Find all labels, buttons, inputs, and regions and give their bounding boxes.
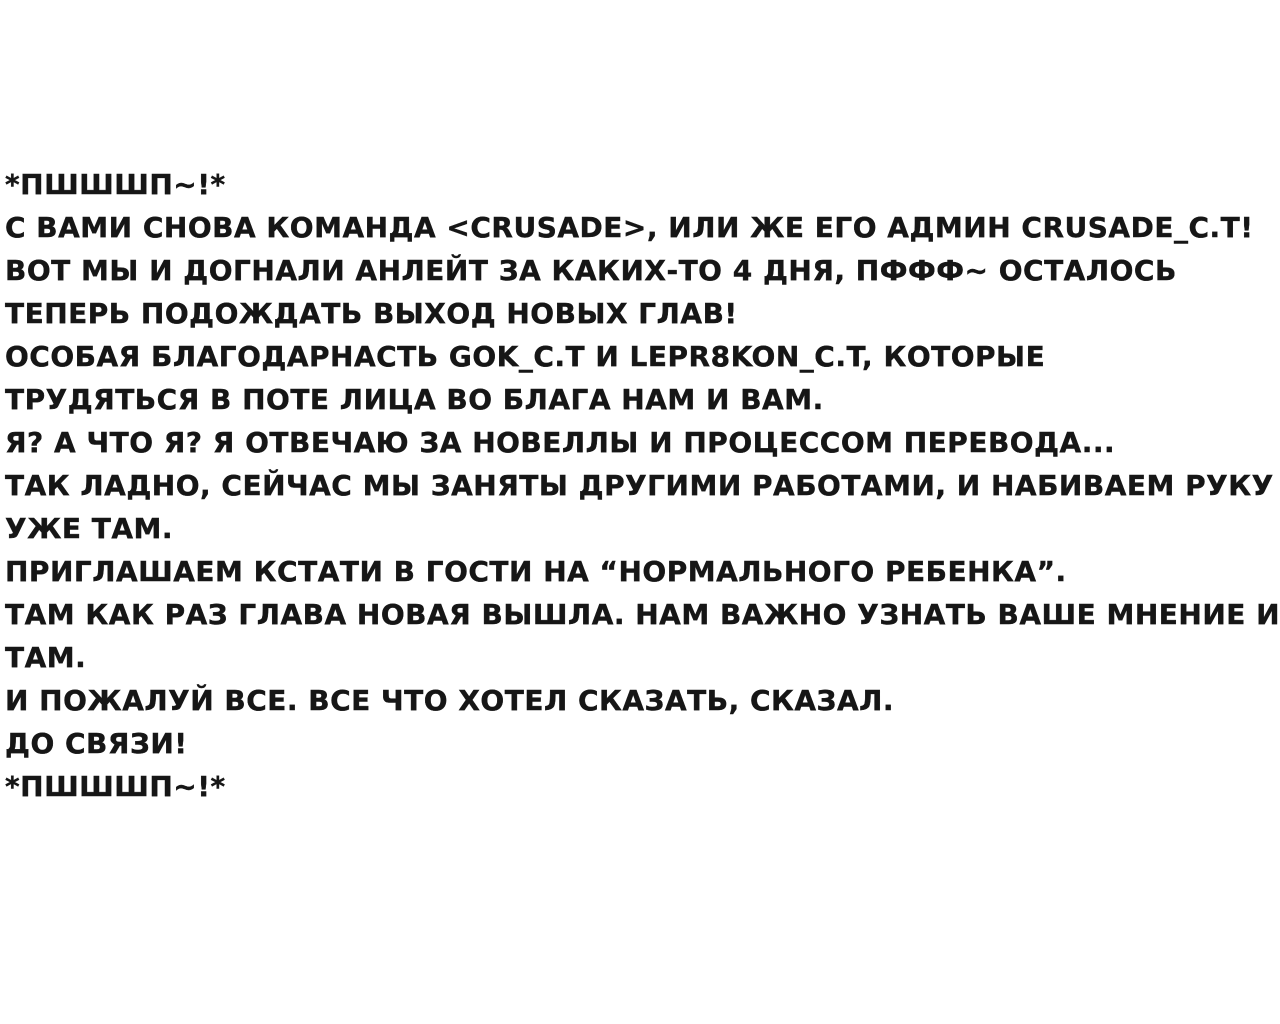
text-line-busy-1: ТАК ЛАДНО, СЕЙЧАС МЫ ЗАНЯТЫ ДРУГИМИ РАБОТАМИ, И НАБИВАЕМ РУКУ — [5, 469, 1274, 502]
text-line-my-role: Я? А ЧТО Я? Я ОТВЕЧАЮ ЗА НОВЕЛЛЫ И ПРОЦЕССОМ ПЕРЕВОДА... — [5, 426, 1116, 459]
text-line-invite: ПРИГЛАШАЕМ КСТАТИ В ГОСТИ НА “НОРМАЛЬНОГО РЕБЕНКА”. — [5, 555, 1067, 588]
text-line-team-intro: С ВАМИ СНОВА КОМАНДА <CRUSADE>, ИЛИ ЖЕ ЕГО АДМИН CRUSADE_C.T! — [5, 211, 1254, 244]
text-line-sfx-open: *ПШШШП~!* — [5, 168, 226, 201]
text-line-goodbye: ДО СВЯЗИ! — [5, 727, 188, 760]
text-line-sfx-close: *ПШШШП~!* — [5, 770, 226, 803]
text-line-caught-up-1: ВОТ МЫ И ДОГНАЛИ АНЛЕЙТ ЗА КАКИХ-ТО 4 ДНЯ, ПФФФ~ ОСТАЛОСЬ — [5, 254, 1177, 287]
text-line-busy-2: УЖЕ ТАМ. — [5, 512, 174, 545]
text-line-thanks-1: ОСОБАЯ БЛАГОДАРНАСТЬ GOK_C.T И LEPR8KON_C.T, КОТОРЫЕ — [5, 340, 1046, 373]
translator-afterword — [5, 163, 1280, 808]
text-line-new-chapter-2: ТАМ. — [5, 641, 87, 674]
text-line-thanks-2: ТРУДЯТЬСЯ В ПОТЕ ЛИЦА ВО БЛАГА НАМ И ВАМ. — [5, 383, 824, 416]
text-line-new-chapter-1: ТАМ КАК РАЗ ГЛАВА НОВАЯ ВЫШЛА. НАМ ВАЖНО УЗНАТЬ ВАШЕ МНЕНИЕ И — [5, 598, 1280, 631]
text-line-caught-up-2: ТЕПЕРЬ ПОДОЖДАТЬ ВЫХОД НОВЫХ ГЛАВ! — [5, 297, 738, 330]
text-line-closing: И ПОЖАЛУЙ ВСЕ. ВСЕ ЧТО ХОТЕЛ СКАЗАТЬ, СКАЗАЛ. — [5, 684, 895, 717]
